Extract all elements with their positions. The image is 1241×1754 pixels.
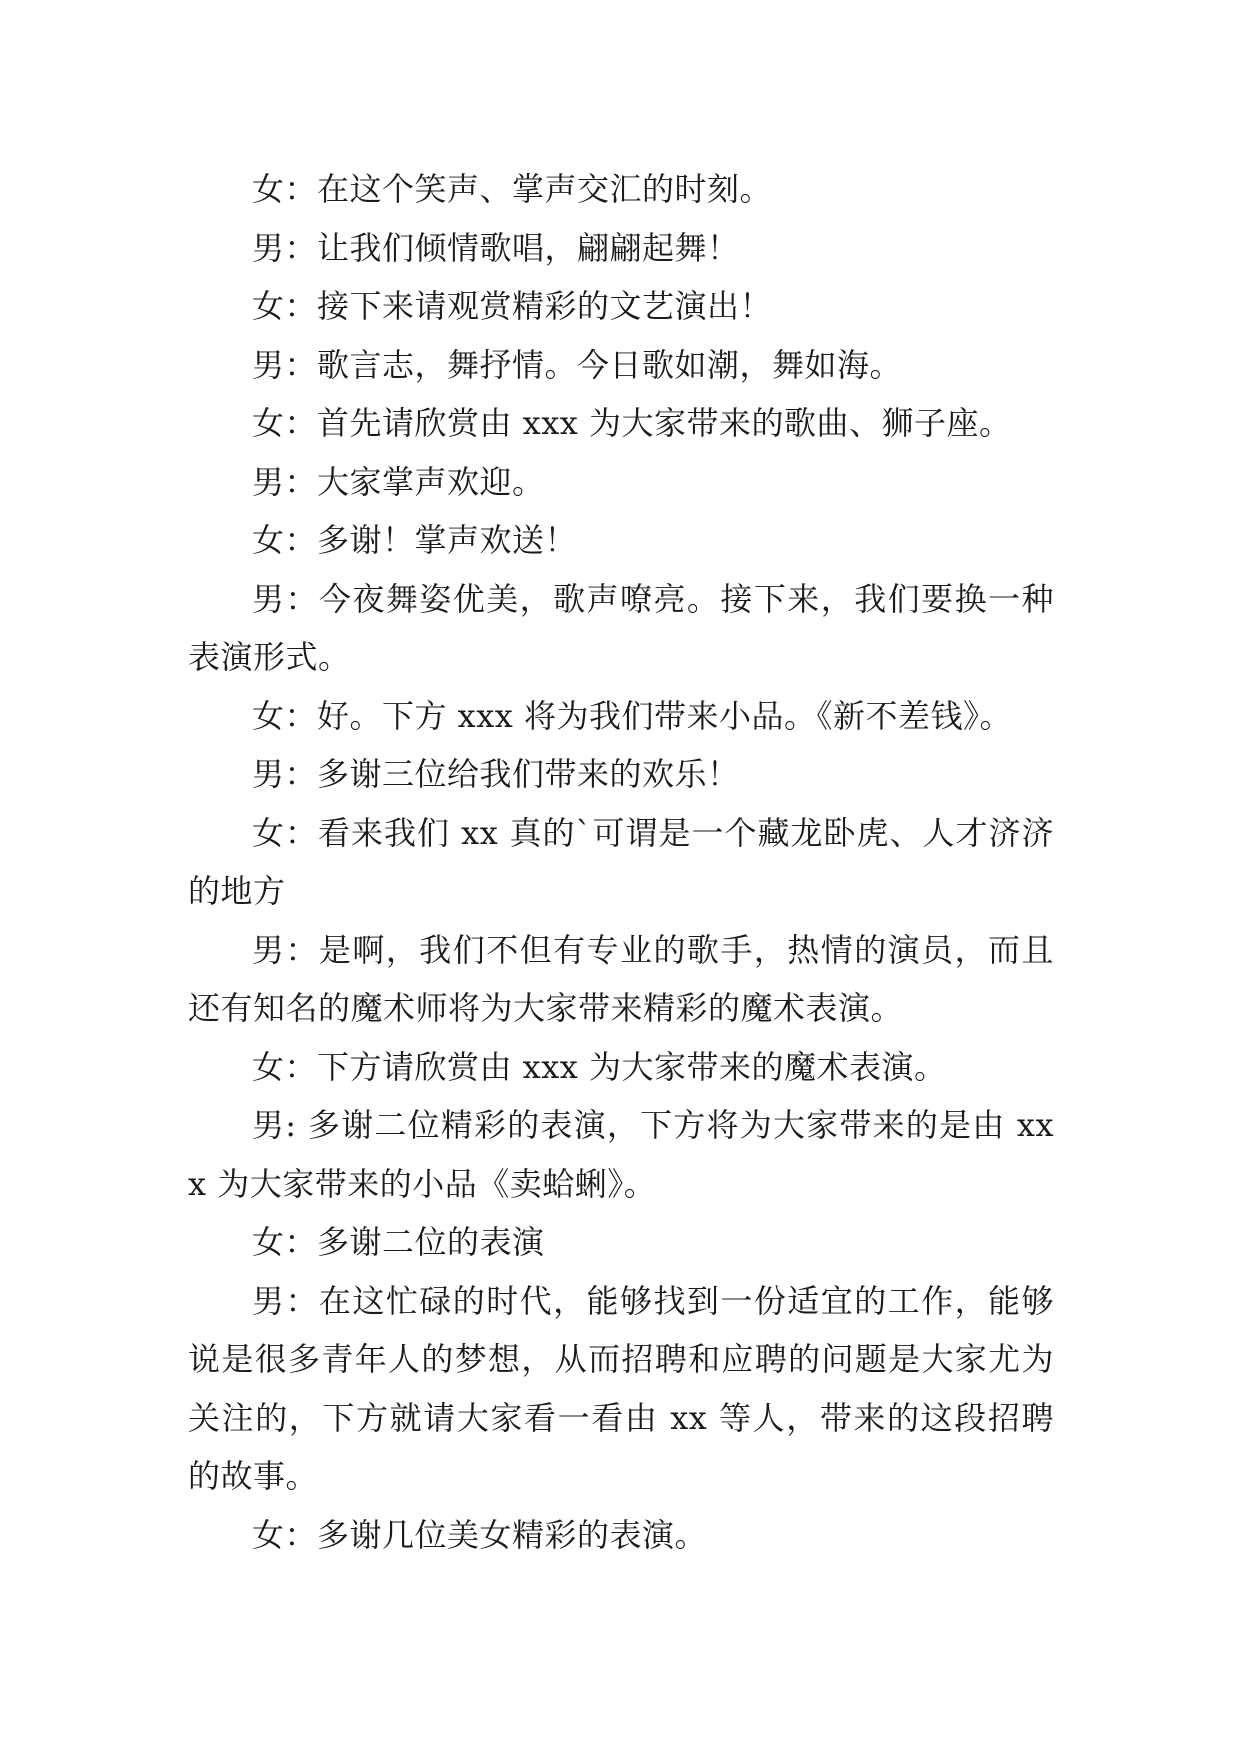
paragraph: 男：今夜舞姿优美，歌声嘹亮。接下来，我们要换一种表演形式。 xyxy=(188,579,1054,676)
paragraph: 女：接下来请观赏精彩的文艺演出！ xyxy=(252,287,773,325)
paragraph: 男：在这忙碌的时代，能够找到一份适宜的工作，能够说是很多青年人的梦想，从而招聘和应聘的问题是大家尤为关注的，下方就请大家看一看由 xx 等人，带来的这段招聘的故事。 xyxy=(188,1281,1054,1495)
paragraph: 男：歌言志，舞抒情。今日歌如潮，舞如海。 xyxy=(252,345,903,384)
paragraph: 男：多谢三位给我们带来的欢乐！ xyxy=(252,755,740,793)
paragraph: 女：看来我们 xx 真的`可谓是一个藏龙卧虎、人才济济的地方 xyxy=(188,813,1054,910)
paragraph: 女：在这个笑声、掌声交汇的时刻。 xyxy=(252,170,773,208)
paragraph: 女：多谢几位美女精彩的表演。 xyxy=(252,1515,708,1554)
paragraph: 女：多谢！掌声欢送！ xyxy=(252,521,578,559)
paragraph: 男: 多谢二位精彩的表演，下方将为大家带来的是由 xxx 为大家带来的小品《卖蛤蜊》。 xyxy=(188,1106,1054,1203)
paragraph: 女：首先请欣赏由 xxx 为大家带来的歌曲、狮子座。 xyxy=(252,404,1012,442)
paragraph: 女：好。下方 xxx 将为我们带来小品。《新不差钱》。 xyxy=(252,696,1012,735)
paragraph: 男：大家掌声欢迎。 xyxy=(252,462,545,501)
document-page xyxy=(188,160,1054,1564)
paragraph: 女：下方请欣赏由 xxx 为大家带来的魔术表演。 xyxy=(252,1047,947,1086)
paragraph: 女：多谢二位的表演 xyxy=(252,1223,545,1261)
paragraph: 男：让我们倾情歌唱，翩翩起舞！ xyxy=(252,228,740,267)
paragraph: 男：是啊，我们不但有专业的歌手，热情的演员，而且还有知名的魔术师将为大家带来精彩的魔术表演。 xyxy=(188,930,1054,1027)
